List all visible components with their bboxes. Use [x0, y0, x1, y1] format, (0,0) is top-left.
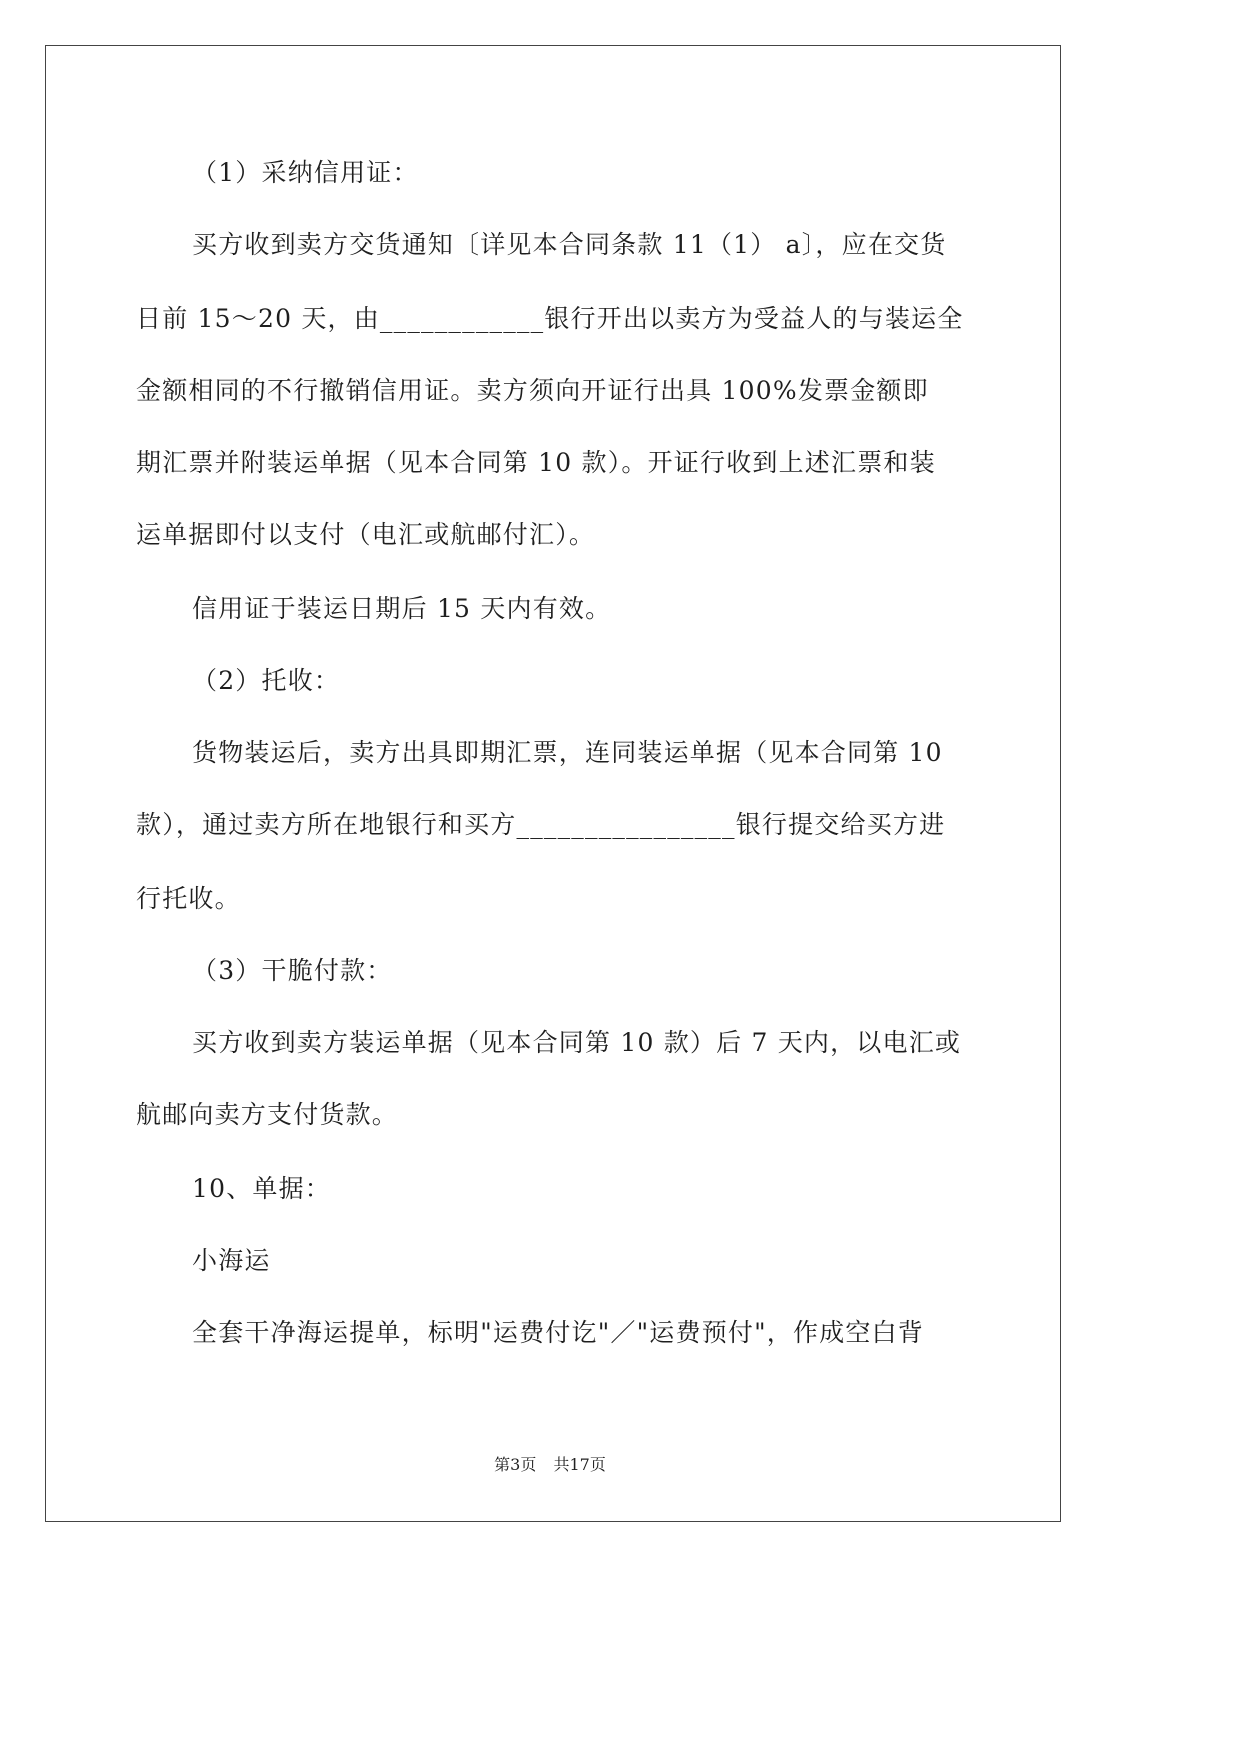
paragraph-line-2: 买方收到卖方交货通知〔详见本合同条款 11（1） a〕，应在交货 [192, 230, 947, 259]
page-number: 第3页 [494, 1455, 537, 1474]
paragraph-line-3: 日前 15～20 天，由____________银行开出以卖方为受益人的与装运全 [136, 304, 964, 333]
paragraph-line-15: 10、单据： [192, 1174, 332, 1203]
paragraph-line-8: （2）托收： [192, 666, 341, 695]
paragraph-line-9: 货物装运后，卖方出具即期汇票，连同装运单据（见本合同第 10 [192, 738, 943, 767]
paragraph-line-6: 运单据即付以支付（电汇或航邮付汇）。 [136, 520, 596, 549]
paragraph-line-12: （3）干脆付款： [192, 956, 393, 985]
paragraph-line-4: 金额相同的不行撤销信用证。卖方须向开证行出具 100%发票金额即 [136, 376, 929, 405]
page-footer [0, 1452, 1100, 1475]
page-total: 共17页 [553, 1455, 606, 1474]
paragraph-line-16: 小海运 [192, 1246, 271, 1275]
page-border [45, 45, 1061, 1522]
paragraph-line-1: （1）采纳信用证： [192, 158, 419, 187]
paragraph-line-13: 买方收到卖方装运单据（见本合同第 10 款）后 7 天内，以电汇或 [192, 1028, 962, 1057]
paragraph-line-17: 全套干净海运提单，标明"运费付讫"／"运费预付"，作成空白背 [192, 1318, 924, 1347]
paragraph-line-5: 期汇票并附装运单据（见本合同第 10 款）。开证行收到上述汇票和装 [136, 448, 936, 477]
paragraph-line-11: 行托收。 [136, 884, 241, 913]
paragraph-line-7: 信用证于装运日期后 15 天内有效。 [192, 594, 612, 623]
paragraph-line-10: 款），通过卖方所在地银行和买方________________银行提交给买方进 [136, 810, 946, 839]
paragraph-line-14: 航邮向卖方支付货款。 [136, 1100, 399, 1129]
